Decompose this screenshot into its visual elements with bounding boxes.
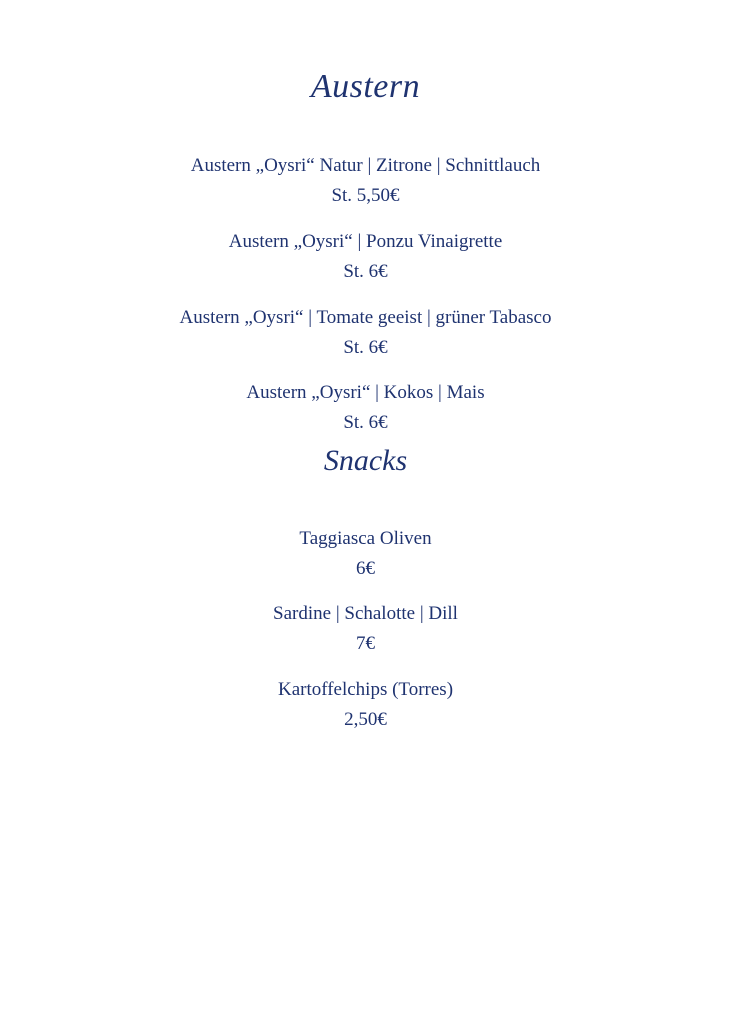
menu-item-name: Kartoffelchips (Torres) bbox=[277, 679, 454, 700]
menu-item-name: Taggiasca Oliven bbox=[299, 528, 432, 549]
menu-item-name: Austern „Oysri“ Natur | Zitrone | Schnittlauch bbox=[190, 155, 541, 176]
menu-item-price: 7€ bbox=[356, 633, 375, 654]
section-heading-austern-text: Austern bbox=[310, 68, 421, 105]
menu-item-name: Austern „Oysri“ | Kokos | Mais bbox=[246, 382, 485, 403]
menu-item-price: St. 6€ bbox=[343, 337, 388, 358]
menu-item bbox=[0, 382, 731, 434]
section-heading-snacks bbox=[0, 444, 731, 478]
menu-item bbox=[0, 528, 731, 580]
menu-item bbox=[0, 231, 731, 283]
menu-item bbox=[0, 307, 731, 359]
menu-item bbox=[0, 155, 731, 207]
menu-item-name: Austern „Oysri“ | Tomate geeist | grüner Tabasco bbox=[179, 307, 552, 328]
menu-item-price: 2,50€ bbox=[344, 709, 387, 730]
menu-item-price: 6€ bbox=[356, 558, 375, 579]
menu-item-name: Sardine | Schalotte | Dill bbox=[273, 603, 458, 624]
menu-item-price: St. 5,50€ bbox=[331, 185, 400, 206]
menu-item-price: St. 6€ bbox=[343, 412, 388, 433]
menu-item bbox=[0, 603, 731, 655]
menu-item bbox=[0, 679, 731, 731]
section-heading-austern bbox=[0, 68, 731, 106]
menu-item-price: St. 6€ bbox=[343, 261, 388, 282]
menu-item-name: Austern „Oysri“ | Ponzu Vinaigrette bbox=[228, 231, 503, 252]
section-heading-snacks-text: Snacks bbox=[323, 444, 408, 477]
